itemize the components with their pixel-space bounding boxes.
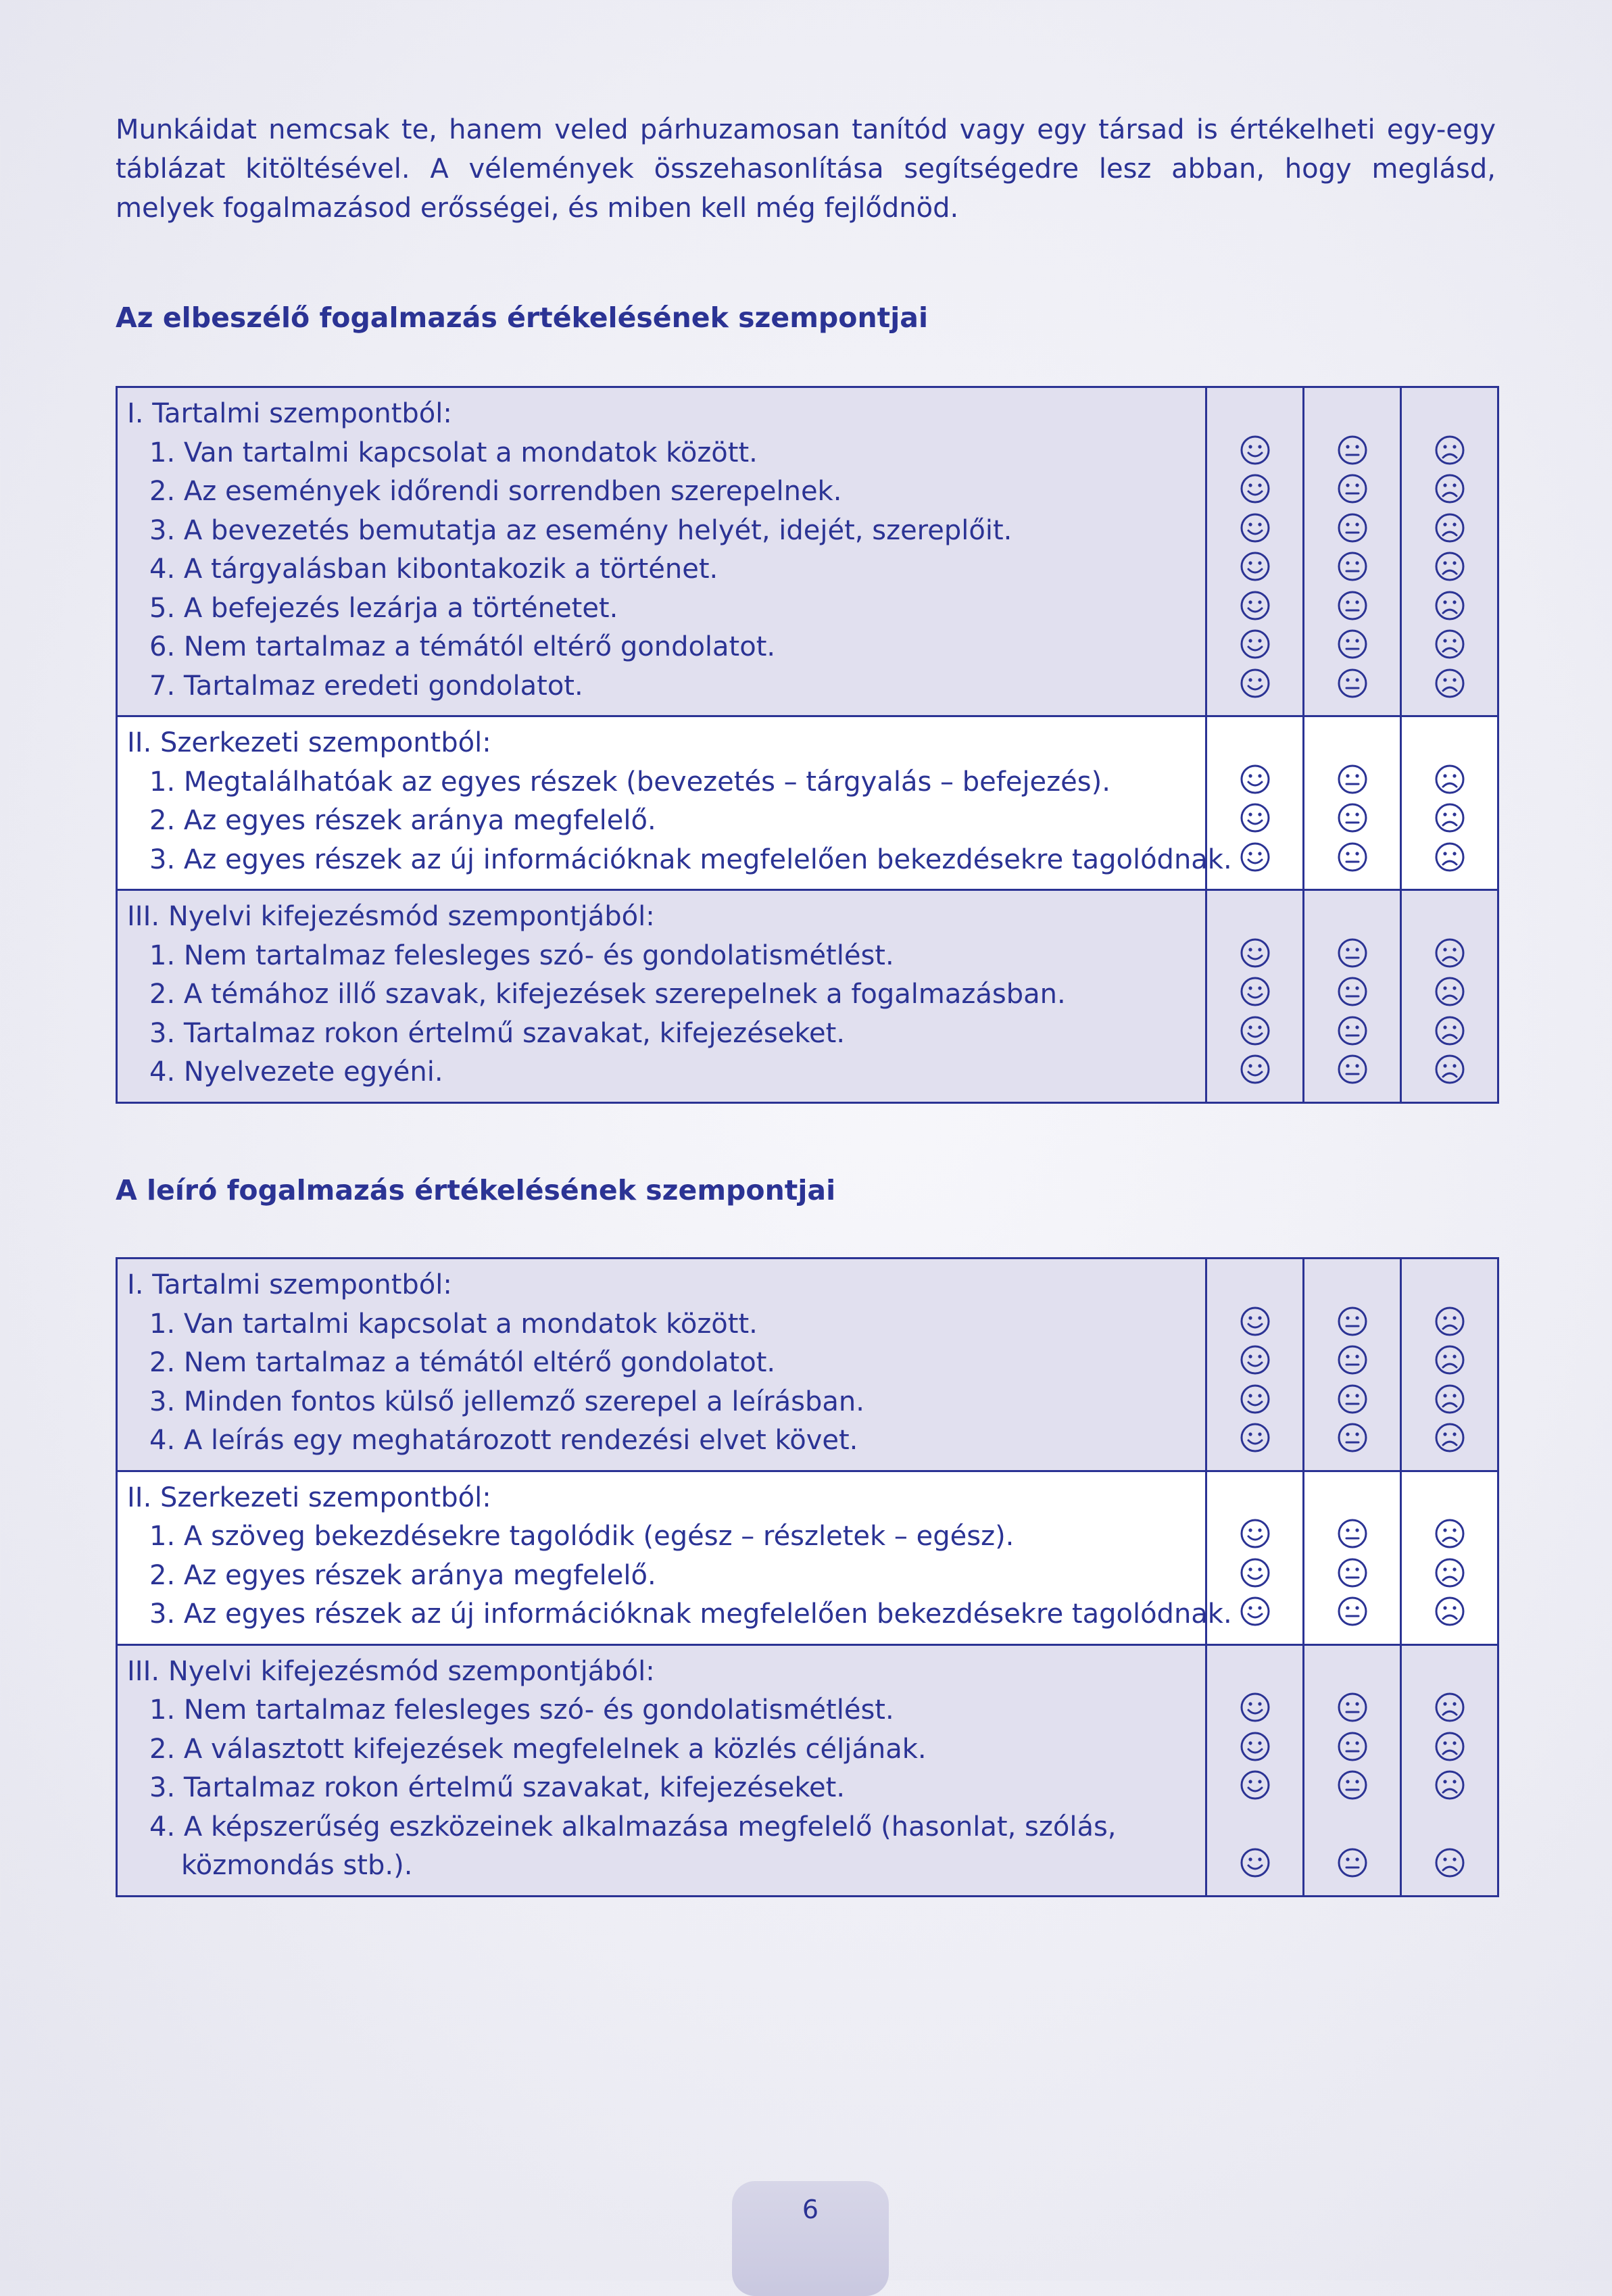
frowning-face-icon[interactable] [1402, 1046, 1497, 1085]
neutral-face-icon[interactable] [1304, 1511, 1400, 1550]
criteria-item: 3. A bevezetés bemutatja az esemény helyét, idejét, szereplőit. [149, 514, 1012, 546]
smiling-face-rating-column [1206, 1259, 1304, 1471]
criteria-category-title: II. Szerkezeti szempontból: [127, 1482, 491, 1513]
frowning-face-icon[interactable] [1402, 583, 1497, 622]
frowning-face-rating-column [1401, 1259, 1498, 1471]
smiling-face-icon[interactable] [1207, 505, 1302, 544]
criteria-item: 4. A tárgyalásban kibontakozik a történet. [149, 554, 718, 585]
criteria-text-cell [117, 1471, 1232, 1644]
neutral-face-icon[interactable] [1304, 834, 1400, 873]
criteria-item: 2. Az események időrendi sorrendben szerepelnek. [149, 476, 842, 507]
frowning-face-icon[interactable] [1402, 1684, 1497, 1724]
criteria-category-row [117, 1471, 1498, 1644]
smiling-face-icon[interactable] [1207, 969, 1302, 1008]
criteria-item: 2. A választott kifejezések megfelelnek a közlés céljának. [149, 1733, 927, 1765]
frowning-face-icon[interactable] [1402, 1337, 1497, 1376]
frowning-face-icon[interactable] [1402, 756, 1497, 796]
neutral-face-icon[interactable] [1304, 583, 1400, 622]
frowning-face-rating-column [1401, 1644, 1498, 1896]
criteria-item: 3. Az egyes részek az új információknak megfelelően bekezdésekre tagolódnak. [149, 844, 1232, 875]
criteria-item: 4. A képszerűség eszközeinek alkalmazása megfelelő (hasonlat, szólás, közmondás stb.). [149, 1811, 1117, 1881]
criteria-item: 1. Van tartalmi kapcsolat a mondatok között. [149, 437, 758, 468]
criteria-item: 3. Az egyes részek az új információknak megfelelően bekezdésekre tagolódnak. [149, 1598, 1232, 1630]
frowning-face-icon[interactable] [1402, 1298, 1497, 1338]
criteria-item: 2. Az egyes részek aránya megfelelő. [149, 1559, 656, 1591]
smiling-face-icon[interactable] [1207, 660, 1302, 700]
smiling-face-icon[interactable] [1207, 1415, 1302, 1454]
neutral-face-icon[interactable] [1304, 1008, 1400, 1047]
frowning-face-icon[interactable] [1402, 930, 1497, 969]
smiling-face-rating-column [1206, 387, 1304, 716]
neutral-face-icon[interactable] [1304, 1684, 1400, 1724]
criteria-item: 6. Nem tartalmaz a témától eltérő gondolatot. [149, 631, 776, 662]
smiling-face-icon[interactable] [1207, 1550, 1302, 1589]
narrative-essay-criteria-title: Az elbeszélő fogalmazás értékelésének szempontjai [116, 301, 929, 334]
neutral-face-rating-column [1304, 387, 1401, 716]
neutral-face-icon[interactable] [1304, 543, 1400, 583]
neutral-face-icon[interactable] [1304, 756, 1400, 796]
criteria-item: 2. A témához illő szavak, kifejezések szerepelnek a fogalmazásban. [149, 979, 1066, 1010]
descriptive-essay-criteria-title: A leíró fogalmazás értékelésének szempontjai [116, 1174, 836, 1206]
narrative-essay-criteria-table [116, 386, 1499, 1104]
smiling-face-icon[interactable] [1207, 621, 1302, 660]
neutral-face-rating-column [1304, 716, 1401, 890]
smiling-face-rating-column [1206, 1644, 1304, 1896]
criteria-item: 3. Minden fontos külső jellemző szerepel a leírásban. [149, 1386, 864, 1417]
frowning-face-icon[interactable] [1402, 1588, 1497, 1628]
frowning-face-rating-column [1401, 890, 1498, 1103]
frowning-face-icon[interactable] [1402, 621, 1497, 660]
smiling-face-icon[interactable] [1207, 1840, 1302, 1879]
frowning-face-rating-column [1401, 716, 1498, 890]
neutral-face-icon[interactable] [1304, 1046, 1400, 1085]
frowning-face-icon[interactable] [1402, 1724, 1497, 1763]
criteria-item: 1. Nem tartalmaz felesleges szó- és gondolatismétlést. [149, 939, 894, 971]
smiling-face-icon[interactable] [1207, 1298, 1302, 1338]
criteria-category-row [117, 1259, 1498, 1471]
smiling-face-icon[interactable] [1207, 466, 1302, 505]
criteria-category-title: I. Tartalmi szempontból: [127, 398, 452, 429]
frowning-face-icon[interactable] [1402, 1550, 1497, 1589]
criteria-item: 4. A leírás egy meghatározott rendezési elvet követ. [149, 1425, 858, 1456]
criteria-text-cell [117, 1259, 1206, 1471]
criteria-item: 7. Tartalmaz eredeti gondolatot. [149, 670, 583, 702]
descriptive-essay-criteria-table [116, 1257, 1499, 1897]
neutral-face-icon[interactable] [1304, 1724, 1400, 1763]
smiling-face-icon[interactable] [1207, 427, 1302, 466]
smiling-face-icon[interactable] [1207, 583, 1302, 622]
criteria-text-cell [117, 890, 1206, 1103]
smiling-face-icon[interactable] [1207, 1008, 1302, 1047]
frowning-face-icon[interactable] [1402, 1008, 1497, 1047]
frowning-face-icon[interactable] [1402, 834, 1497, 873]
frowning-face-icon[interactable] [1402, 660, 1497, 700]
smiling-face-icon[interactable] [1207, 1337, 1302, 1376]
neutral-face-icon[interactable] [1304, 660, 1400, 700]
neutral-face-icon[interactable] [1304, 1298, 1400, 1338]
criteria-item: 1. Megtalálhatóak az egyes részek (bevezetés – tárgyalás – befejezés). [149, 766, 1110, 798]
criteria-text-cell [117, 1644, 1206, 1896]
page-number: 6 [802, 2195, 819, 2224]
neutral-face-rating-column [1304, 1644, 1401, 1896]
criteria-item: 2. Nem tartalmaz a témától eltérő gondolatot. [149, 1347, 776, 1378]
neutral-face-icon[interactable] [1304, 1376, 1400, 1415]
criteria-category-title: II. Szerkezeti szempontból: [127, 727, 491, 758]
criteria-category-title: I. Tartalmi szempontból: [127, 1269, 452, 1300]
neutral-face-icon[interactable] [1304, 1415, 1400, 1454]
frowning-face-icon[interactable] [1402, 505, 1497, 544]
smiling-face-icon[interactable] [1207, 756, 1302, 796]
frowning-face-icon[interactable] [1402, 969, 1497, 1008]
frowning-face-rating-column [1401, 387, 1498, 716]
neutral-face-icon[interactable] [1304, 1550, 1400, 1589]
smiling-face-icon[interactable] [1207, 543, 1302, 583]
criteria-category-row [117, 1644, 1498, 1896]
frowning-face-icon[interactable] [1402, 466, 1497, 505]
neutral-face-icon[interactable] [1304, 505, 1400, 544]
smiling-face-icon[interactable] [1207, 1511, 1302, 1550]
neutral-face-rating-column [1304, 1471, 1401, 1644]
criteria-item: 1. A szöveg bekezdésekre tagolódik (egész – részletek – egész). [149, 1521, 1015, 1552]
neutral-face-icon[interactable] [1304, 1840, 1400, 1879]
criteria-text-cell [117, 387, 1206, 716]
frowning-face-icon[interactable] [1402, 1511, 1497, 1550]
criteria-item: 1. Van tartalmi kapcsolat a mondatok között. [149, 1308, 758, 1340]
frowning-face-icon[interactable] [1402, 1762, 1497, 1801]
frowning-face-icon[interactable] [1402, 1376, 1497, 1415]
frowning-face-rating-column [1401, 1471, 1498, 1644]
criteria-category-row [117, 387, 1498, 716]
smiling-face-icon[interactable] [1207, 1724, 1302, 1763]
neutral-face-icon[interactable] [1304, 969, 1400, 1008]
criteria-category-row [117, 890, 1498, 1103]
smiling-face-icon[interactable] [1207, 1762, 1302, 1801]
criteria-item: 5. A befejezés lezárja a történetet. [149, 592, 618, 624]
neutral-face-icon[interactable] [1304, 1762, 1400, 1801]
neutral-face-icon[interactable] [1304, 930, 1400, 969]
neutral-face-icon[interactable] [1304, 1337, 1400, 1376]
frowning-face-icon[interactable] [1402, 1840, 1497, 1879]
smiling-face-icon[interactable] [1207, 1684, 1302, 1724]
criteria-item: 3. Tartalmaz rokon értelmű szavakat, kifejezéseket. [149, 1772, 846, 1803]
neutral-face-icon[interactable] [1304, 1588, 1400, 1628]
frowning-face-icon[interactable] [1402, 427, 1497, 466]
criteria-category-title: III. Nyelvi kifejezésmód szempontjából: [127, 1655, 655, 1687]
smiling-face-rating-column [1206, 890, 1304, 1103]
criteria-text-cell [117, 716, 1232, 890]
neutral-face-rating-column [1304, 1259, 1401, 1471]
frowning-face-icon[interactable] [1402, 1415, 1497, 1454]
criteria-category-title: III. Nyelvi kifejezésmód szempontjából: [127, 901, 655, 932]
smiling-face-icon[interactable] [1207, 1376, 1302, 1415]
neutral-face-icon[interactable] [1304, 621, 1400, 660]
criteria-category-row [117, 716, 1498, 890]
smiling-face-icon[interactable] [1207, 795, 1302, 834]
criteria-item: 3. Tartalmaz rokon értelmű szavakat, kifejezéseket. [149, 1017, 846, 1049]
criteria-item: 4. Nyelvezete egyéni. [149, 1056, 443, 1088]
smiling-face-icon[interactable] [1207, 930, 1302, 969]
neutral-face-icon[interactable] [1304, 795, 1400, 834]
neutral-face-rating-column [1304, 890, 1401, 1103]
frowning-face-icon[interactable] [1402, 543, 1497, 583]
frowning-face-icon[interactable] [1402, 795, 1497, 834]
neutral-face-icon[interactable] [1304, 466, 1400, 505]
criteria-item: 1. Nem tartalmaz felesleges szó- és gondolatismétlést. [149, 1694, 894, 1726]
smiling-face-icon[interactable] [1207, 1046, 1302, 1085]
intro-paragraph: Munkáidat nemcsak te, hanem veled párhuzamosan tanítód vagy egy társad is értékelheti egy-egy táblázat kitöltésével. A vélemények összehasonlítása segítségedre lesz abban, hogy meglásd, melyek fogalmazásod erősségei, és miben kell még fejlődnöd. [116, 114, 1496, 224]
criteria-item: 2. Az egyes részek aránya megfelelő. [149, 805, 656, 836]
neutral-face-icon[interactable] [1304, 427, 1400, 466]
